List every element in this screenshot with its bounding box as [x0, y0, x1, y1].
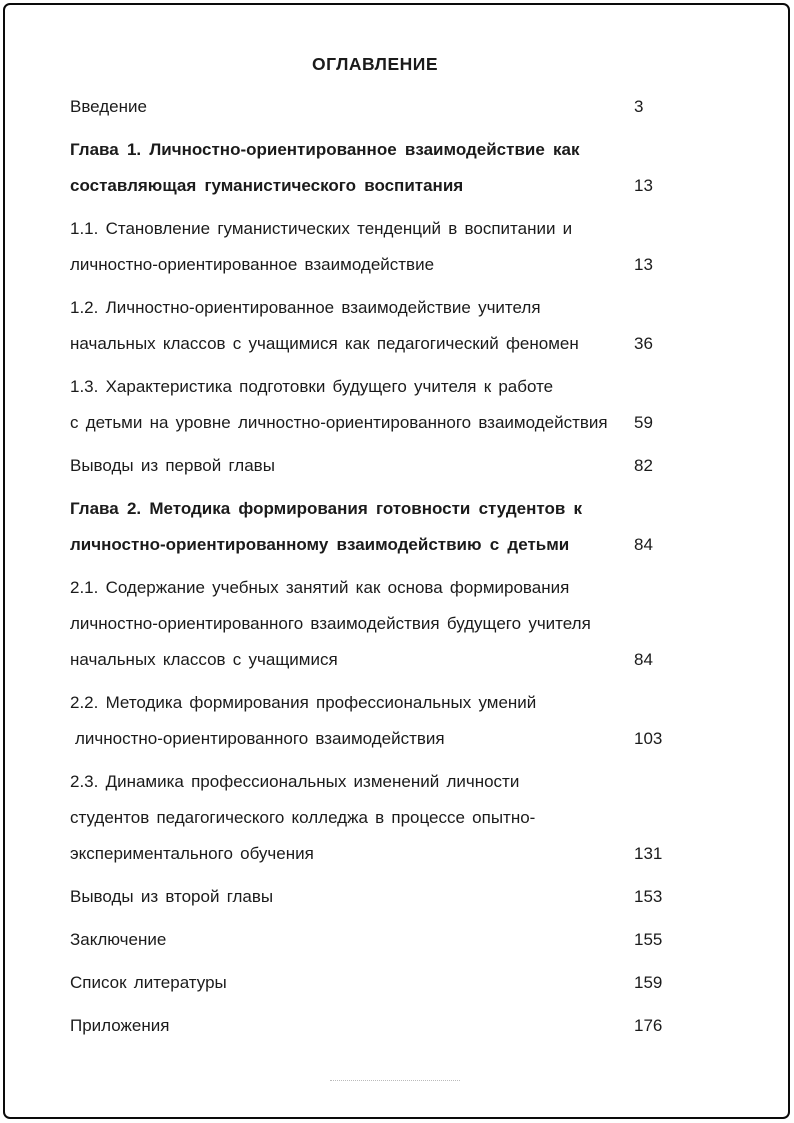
- entry-line: Список литературы: [70, 973, 227, 992]
- scan-artifact: [330, 1080, 460, 1081]
- entry-line: начальных классов с учащимися как педагогический феномен: [70, 334, 579, 353]
- entry-line: Заключение: [70, 930, 167, 949]
- entry-line: экспериментального обучения: [70, 844, 314, 863]
- toc-entry: [70, 764, 680, 872]
- entry-line: личностно-ориентированное взаимодействие: [70, 255, 435, 274]
- entry-text: [70, 764, 628, 872]
- entry-page-number: 84: [634, 650, 653, 669]
- entry-line: личностно-ориентированному взаимодействию с детьми: [70, 535, 570, 554]
- toc-entry: [70, 1008, 680, 1044]
- entry-page-number: 155: [634, 930, 663, 949]
- page-title: ОГЛАВЛЕНИЕ: [311, 54, 439, 74]
- entry-page-number: 103: [634, 729, 663, 748]
- entry-line: составляющая гуманистического воспитания: [70, 176, 464, 195]
- entry-text: [70, 685, 628, 757]
- toc-entry: [70, 132, 680, 204]
- entry-line: студентов педагогического колледжа в процессе опытно-: [70, 808, 536, 827]
- toc-entry: [70, 211, 680, 283]
- entry-line: 1.3. Характеристика подготовки будущего учителя к работе: [70, 377, 554, 396]
- entry-text: [70, 491, 628, 563]
- entry-text: [70, 290, 628, 362]
- entry-text: [70, 570, 628, 678]
- toc-entry: [70, 879, 680, 915]
- entry-text: [70, 89, 628, 125]
- entry-line: 1.1. Становление гуманистических тенденций в воспитании и: [70, 219, 573, 238]
- entry-line: Выводы из первой главы: [70, 456, 275, 475]
- entry-line: Глава 2. Методика формирования готовности студентов к: [70, 499, 583, 518]
- entry-line: личностно-ориентированного взаимодействия: [75, 729, 445, 748]
- entry-line: 2.2. Методика формирования профессиональных умений: [70, 693, 537, 712]
- entry-page-number: 3: [634, 97, 644, 116]
- toc-entry: [70, 89, 680, 125]
- entry-line: личностно-ориентированного взаимодействия будущего учителя: [70, 614, 591, 633]
- entry-line: Введение: [70, 97, 147, 116]
- toc-entry: [70, 290, 680, 362]
- toc-entry: [70, 965, 680, 1001]
- entry-page-number: 176: [634, 1016, 663, 1035]
- entry-text: [70, 879, 628, 915]
- entry-page-number: 131: [634, 844, 663, 863]
- toc-entry: [70, 922, 680, 958]
- table-of-contents: [70, 46, 680, 1044]
- entry-page-number: 59: [634, 413, 653, 432]
- entry-text: [70, 1008, 628, 1044]
- entry-text: [70, 211, 628, 283]
- entry-page-number: 13: [634, 176, 653, 195]
- entry-line: 2.3. Динамика профессиональных изменений личности: [70, 772, 520, 791]
- entry-text: [70, 448, 628, 484]
- entry-page-number: 159: [634, 973, 663, 992]
- entry-page-number: 84: [634, 535, 653, 554]
- entry-page-number: 153: [634, 887, 663, 906]
- entry-text: [70, 922, 628, 958]
- entry-line: 2.1. Содержание учебных занятий как основа формирования: [70, 578, 570, 597]
- entry-line: Приложения: [70, 1016, 170, 1035]
- entry-text: [70, 369, 628, 441]
- toc-entry: [70, 448, 680, 484]
- entry-line: 1.2. Личностно-ориентированное взаимодействие учителя: [70, 298, 541, 317]
- toc-entries: [70, 89, 680, 1044]
- toc-entry: [70, 491, 680, 563]
- entry-line: Выводы из второй главы: [70, 887, 274, 906]
- toc-entry: [70, 570, 680, 678]
- entry-text: [70, 132, 628, 204]
- entry-page-number: 13: [634, 255, 653, 274]
- entry-line: начальных классов с учащимися: [70, 650, 338, 669]
- entry-text: [70, 965, 628, 1001]
- entry-line: с детьми на уровне личностно-ориентированного взаимодействия: [70, 413, 608, 432]
- entry-line: Глава 1. Личностно-ориентированное взаимодействие как: [70, 140, 580, 159]
- toc-entry: [70, 369, 680, 441]
- toc-entry: [70, 685, 680, 757]
- entry-page-number: 36: [634, 334, 653, 353]
- entry-page-number: 82: [634, 456, 653, 475]
